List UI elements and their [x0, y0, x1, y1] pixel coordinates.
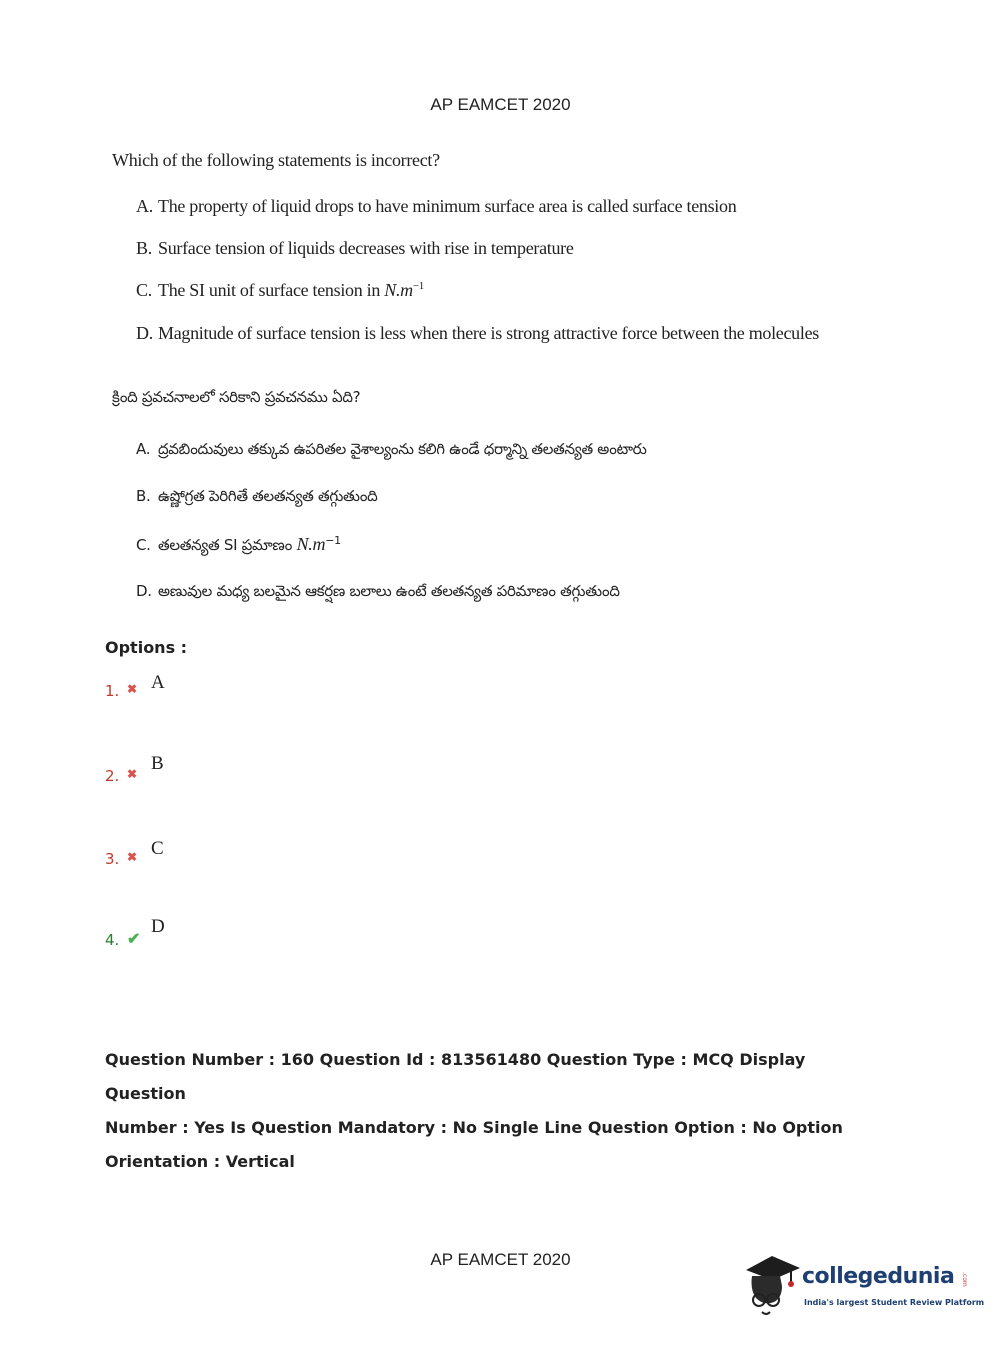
choice-value: C	[151, 838, 164, 859]
logo-tagline: India's largest Student Review Platform	[804, 1298, 985, 1307]
wrong-mark-icon: ✖	[127, 850, 138, 864]
graduate-mascot-icon	[742, 1250, 802, 1320]
choice-number: 2.	[105, 767, 120, 785]
telugu-option-d: D. అణువుల మధ్య బలమైన ఆకర్షణ బలాలు ఉంటే తలతన్యత పరిమాణం తగ్గుతుంది	[136, 582, 620, 600]
logo-suffix: .com	[961, 1272, 968, 1287]
question-metadata	[105, 1043, 885, 1179]
choice-2	[105, 753, 305, 793]
choice-1	[105, 672, 305, 712]
telugu-option-c: C. తలతన్యత SI ప్రమాణం $N.m^{-1}$	[136, 534, 341, 554]
english-option-b: B. Surface tension of liquids decreases with rise in temperature	[136, 238, 574, 258]
collegedunia-logo	[742, 1250, 985, 1320]
english-option-d: D. Magnitude of surface tension is less when there is strong attractive force between the molecules	[136, 323, 819, 343]
choice-value: A	[151, 672, 165, 693]
metadata-line-3: Orientation : Vertical	[105, 1152, 295, 1171]
choice-number: 3.	[105, 850, 120, 868]
metadata-line-2: Number : Yes Is Question Mandatory : No Single Line Question Option : No Option	[105, 1118, 843, 1137]
logo-name: collegedunia	[802, 1264, 955, 1289]
metadata-line-1: Question Number : 160 Question Id : 813561480 Question Type : MCQ Display Question	[105, 1050, 806, 1103]
telugu-option-b: B. ఉష్ణోగ్రత పెరిగితే తలతన్యత తగ్గుతుంది	[136, 487, 378, 505]
correct-check-icon: ✔	[127, 931, 141, 948]
choice-3	[105, 838, 305, 878]
question-stem-telugu: క్రింది ప్రవచనాలలో సరికాని ప్రవచనము ఏది?	[112, 388, 361, 406]
choice-value: B	[151, 753, 164, 774]
wrong-mark-icon: ✖	[127, 682, 138, 696]
choice-number: 4.	[105, 931, 120, 949]
question-stem-english: Which of the following statements is incorrect?	[112, 150, 440, 170]
english-option-a: A. The property of liquid drops to have minimum surface area is called surface tension	[136, 196, 737, 216]
choice-value: D	[151, 916, 165, 937]
telugu-option-a: A. ద్రవబిందువులు తక్కువ ఉపరితల వైశాల్యంను కలిగి ఉండే ధర్మాన్ని తలతన్యత అంటారు	[136, 440, 647, 458]
choice-4	[105, 916, 305, 956]
page-header: AP EAMCET 2020	[430, 95, 571, 114]
options-label: Options :	[105, 638, 188, 657]
wrong-mark-icon: ✖	[127, 767, 138, 781]
choice-number: 1.	[105, 682, 120, 700]
page-footer: AP EAMCET 2020	[430, 1250, 571, 1269]
english-option-c: C. The SI unit of surface tension in $N.m^{-1}$	[136, 280, 424, 300]
